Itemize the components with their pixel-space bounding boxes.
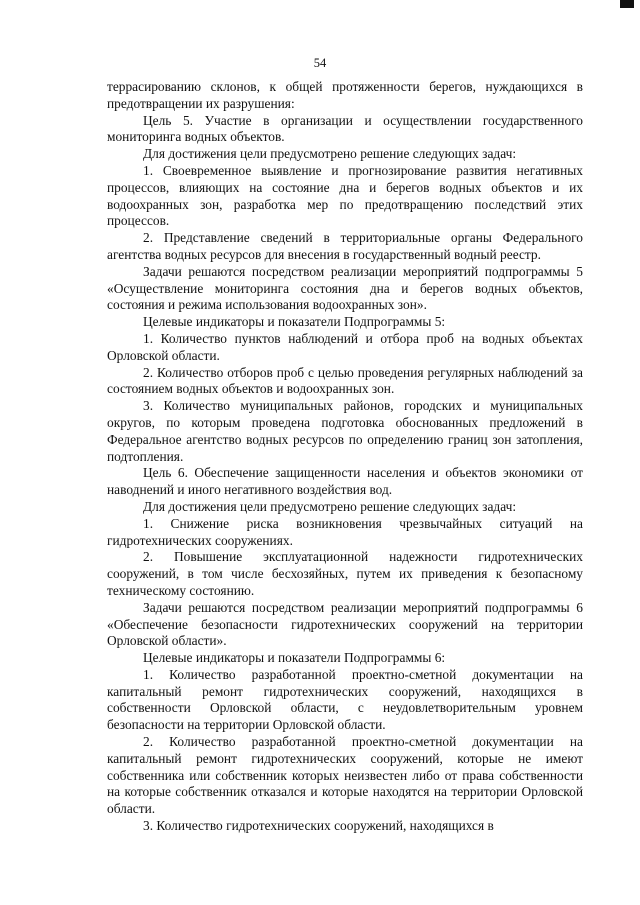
paragraph: Задачи решаются посредством реализации мероприятий подпрограммы 5 «Осуществление мониторинга состояния дна и берегов водных объектов, состояния и режима использования водоохранных зон».: [107, 263, 583, 313]
page-number: 54: [313, 56, 327, 70]
paragraph: 2. Количество разработанной проектно-сметной документации на капитальный ремонт гидротехнических сооружений, которые не имеют собственника или собственник которых неизвестен либо от права собственности на которые собственник отказался и которые находятся на территории Орловской области.: [107, 734, 583, 817]
paragraph: 1. Своевременное выявление и прогнозирование развития негативных процессов, влияющих на состояние дна и берегов водных объектов и их водоохранных зон, разработка мер по предотвращению последствий этих процессов.: [107, 162, 583, 229]
paragraph: 3. Количество гидротехнических сооружений, находящихся в: [143, 818, 494, 834]
paragraph: Целевые индикаторы и показатели Подпрограммы 6:: [143, 650, 446, 666]
scan-corner-mark: [620, 0, 634, 8]
paragraph: 1. Количество разработанной проектно-сметной документации на капитальный ремонт гидротехнических сооружений, находящихся в собственности Орловской области, с неудовлетворительным уровнем безопасности на территории Орловской области.: [107, 666, 583, 733]
paragraph: Для достижения цели предусмотрено решение следующих задач:: [143, 146, 517, 162]
paragraph: 3. Количество муниципальных районов, городских и муниципальных округов, по которым проведена подготовка обоснованных предложений в Федеральное агентство водных ресурсов по определению границ зон затопления, подтопления.: [107, 398, 583, 464]
paragraph: террасированию склонов, к общей протяженности берегов, нуждающихся в предотвращении их разрушения:: [107, 79, 583, 111]
paragraph: 2. Количество отборов проб с целью проведения регулярных наблюдений за состоянием водных объектов и водоохранных зон.: [107, 364, 583, 397]
paragraph: Цель 6. Обеспечение защищенности населения и объектов экономики от наводнений и иного негативного воздействия вод.: [107, 465, 583, 498]
paragraph: 1. Количество пунктов наблюдений и отбора проб на водных объектах Орловской области.: [107, 330, 583, 363]
paragraph: Целевые индикаторы и показатели Подпрограммы 5:: [143, 314, 446, 330]
paragraph: Задачи решаются посредством реализации мероприятий подпрограммы 6 «Обеспечение безопасности гидротехнических сооружений на территории Орловской области».: [107, 599, 583, 649]
paragraph: 2. Представление сведений в территориальные органы Федерального агентства водных ресурсов для внесения в государственный водный реестр.: [107, 230, 583, 262]
document-body: [107, 79, 583, 835]
paragraph: Цель 5. Участие в организации и осуществлении государственного мониторинга водных объектов.: [107, 112, 583, 145]
paragraph: Для достижения цели предусмотрено решение следующих задач:: [143, 498, 517, 514]
paragraph: 1. Снижение риска возникновения чрезвычайных ситуаций на гидротехнических сооружениях.: [107, 515, 583, 548]
paragraph: 2. Повышение эксплуатационной надежности гидротехнических сооружений, в том числе бесхозяйных, путем их приведения к безопасному техническому состоянию.: [107, 549, 583, 598]
